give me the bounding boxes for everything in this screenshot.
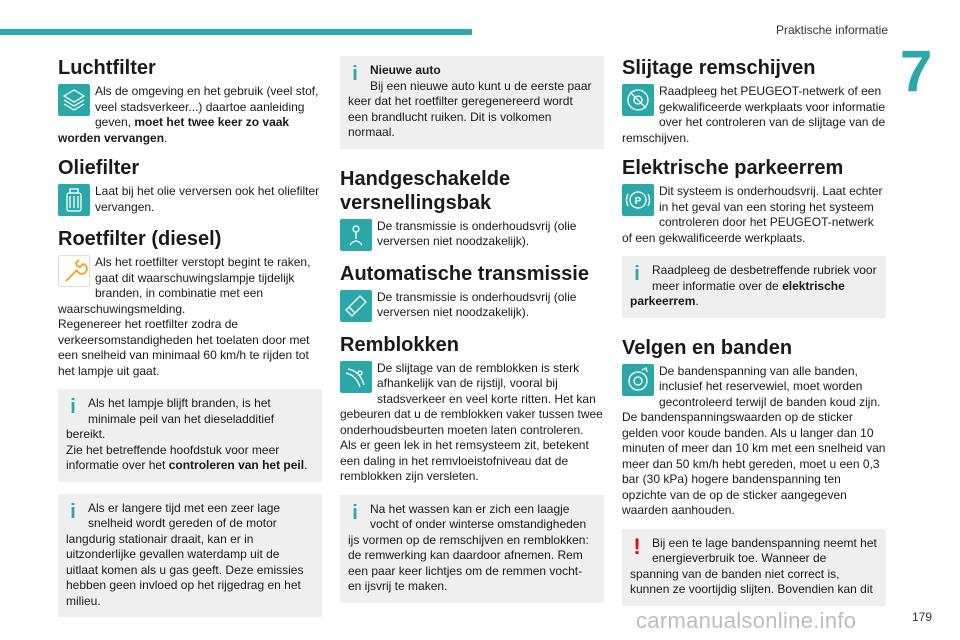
- heading-slijtage: Slijtage remschijven: [622, 57, 816, 79]
- svg-text:P: P: [634, 196, 642, 207]
- heading-roetfilter: Roetfilter (diesel): [58, 228, 222, 250]
- parking-brake-icon: [622, 184, 654, 216]
- heading-automatische: Automatische transmissie: [340, 262, 589, 285]
- info-icon: i: [634, 263, 640, 285]
- column-3: [622, 56, 886, 618]
- section-automatische: Automatische transmissie De transmissie is onderhoudsvrij (olie verversen niet noodzakelijk).: [340, 262, 604, 323]
- heading-remblokken: Remblokken: [340, 333, 459, 356]
- info-icon: i: [70, 396, 76, 418]
- info-note-water-vapour: i Als er langere tijd met een zeer lage snelheid wordt gereden of de motor langdurig stationair draait, kan er in uitzonderlijke gevallen waterdamp uit de uitlaat komen als u gas geeft. Deze emissies hebben geen invloed op het rijgedrag en het milieu.: [58, 494, 322, 618]
- section-slijtage: Slijtage remschijven Raadpleeg het PEUGEOT-netwerk of een gekwalificeerde werkplaats voor informatie over het controleren van de slijtage van de remschijven.: [622, 57, 886, 145]
- info-icon: i: [352, 63, 358, 85]
- oil-filter-icon: [58, 184, 90, 216]
- watermark-site: carmanualsonline.info: [636, 608, 857, 633]
- transmission-icon: [340, 290, 372, 322]
- tyre-icon: [622, 364, 654, 396]
- info-note-parking-brake: i Raadpleeg de desbetreffende rubriek voor meer informatie over de elektrische parkeerrem.: [622, 256, 886, 318]
- chapter-number: 7: [900, 39, 933, 104]
- section-handgeschakelde: Handgeschakelde versnellingsbak De transmissie is onderhoudsvrij (olie verversen niet noodzakelijk).: [340, 167, 604, 252]
- section-oliefilter: Oliefilter Laat bij het olie verversen ook het oliefilter vervangen.: [58, 156, 322, 217]
- section-luchtfilter: Luchtfilter Als de omgeving en het gebruik (veel stof, veel stadsverkeer...) daartoe aanleiding geven, moet het twee keer zo vaak worden vervangen.: [58, 56, 322, 146]
- info-icon: i: [352, 501, 358, 524]
- info-note-washing: i Na het wassen kan er zich een laagje vocht of onder winterse omstandigheden ijs vormen op de remschijven en remblokken: de remwerking kan daardoor afnemen. Rem een paar keer lichtjes om de remmen vocht- en ijsvrij te maken.: [340, 495, 604, 603]
- section-remblokken: Remblokken De slijtage van de remblokken is sterk afhankelijk van de rijstijl, vooral bij stadsverkeer en veel korte ritten. Het kan gebeuren dat u de remblokken vaker tussen twee onderhoudsbeurten moeten laten controleren. Als er geen lek in het remsysteem zit, betekent een daling in het remvloeistofniveau dat de remblokken zijn versleten.: [340, 333, 603, 483]
- warning-exclamation-icon: !: [633, 533, 641, 559]
- section-roetfilter: Roetfilter (diesel) Als het roetfilter verstopt begint te raken, gaat dit waarschuwingslampje tijdelijk branden, in combinatie met een waarschuwingsmelding. Regenereer het roetfilter zodra de verkeersomstandigheden het toelaten door met een snelheid van minimaal 60 km/h te rijden tot het lampje uit gaat.: [58, 227, 322, 379]
- wrench-warning-icon: [58, 255, 90, 287]
- header-accent-bar: [0, 29, 472, 35]
- brake-disc-icon: [622, 84, 654, 116]
- heading-parkeerrem: Elektrische parkeerrem: [622, 157, 844, 179]
- heading-velgen: Velgen en banden: [622, 336, 793, 359]
- section-velgen: Velgen en banden De bandenspanning van alle banden, inclusief het reservewiel, moet worden gecontroleerd terwijl de banden koud zijn. De bandenspanningswaarden op de sticker gelden voor koude banden. Als u langer dan 10 minuten of meer dan 10 km met een snelheid van meer dan 50 km/h hebt gereden, moet u een 0,3 bar (30 kPa) hogere bandenspanning ten opzichte van de op de sticker aangegeven waarden aanhouden.: [622, 336, 886, 517]
- heading-luchtfilter: Luchtfilter: [58, 57, 156, 79]
- column-2: [340, 56, 604, 615]
- running-header: Praktische informatie: [775, 23, 888, 37]
- warning-note-tyre-pressure: ! Bij een te lage bandenspanning neemt het energieverbruik toe. Wanneer de spanning van de banden niet correct is, kunnen ze voortijdig slijten. Bovendien kan dit: [622, 529, 886, 606]
- info-note-additive: i Als het lampje blijft branden, is het minimale peil van het dieseladditief bereikt. Zie het betreffende hoofdstuk voor meer informatie over het controleren van het peil.: [58, 389, 322, 482]
- brake-pad-icon: [340, 361, 372, 393]
- info-note-new-car: i Nieuwe auto Bij een nieuwe auto kunt u de eerste paar keer dat het roetfilter geregenereerd wordt een brandlucht ruiken. Dit is volkomen normaal.: [340, 56, 604, 149]
- heading-oliefilter: Oliefilter: [58, 157, 140, 179]
- gearbox-icon: [340, 219, 372, 251]
- heading-handgeschakelde: Handgeschakelde versnellingsbak: [340, 167, 511, 214]
- section-parkeerrem: Elektrische parkeerrem P Dit systeem is onderhoudsvrij. Laat echter in het geval van een storing het systeem controleren door het PEUGEOT-netwerk of een gekwalificeerde werkplaats.: [622, 156, 886, 246]
- air-filter-icon: [58, 84, 90, 116]
- info-icon: i: [70, 500, 76, 523]
- column-1: [58, 56, 322, 629]
- page-number: 179: [911, 610, 932, 624]
